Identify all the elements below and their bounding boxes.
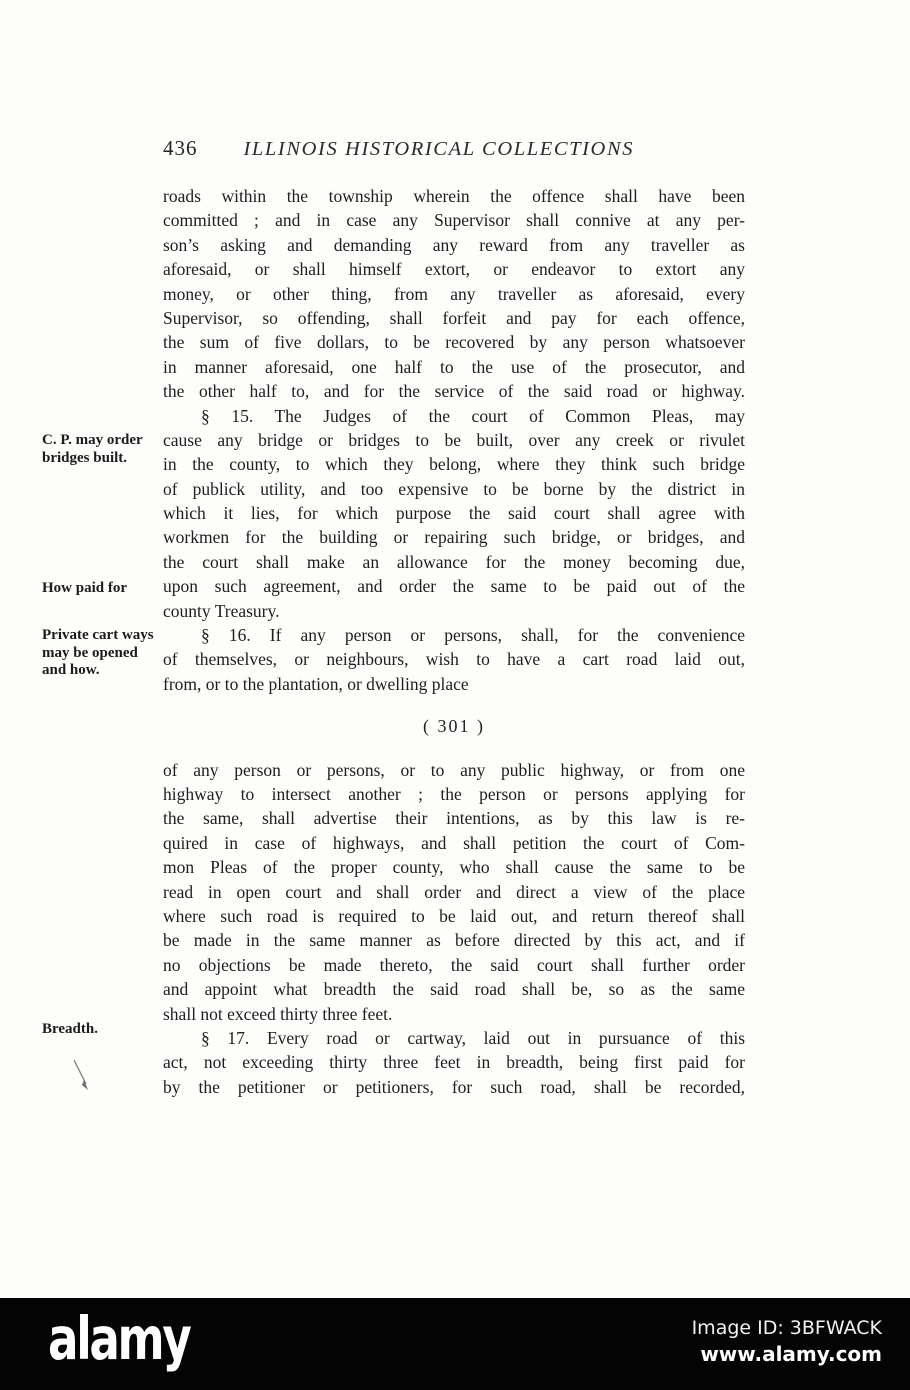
alamy-watermark-bar [0,1298,910,1390]
image-id-label: Image ID: 3BFWACK [691,1317,882,1339]
margin-note-how-paid: How paid for [42,580,128,596]
margin-note-breadth: Breadth. [42,1021,98,1037]
text-line: upon such agreement, and order the same to be paid out of the [163,576,745,597]
text-line: the court shall make an allowance for the money becoming due, [163,551,745,572]
text-line-section-15: § 15. The Judges of the court of Common Pleas, may [201,405,745,426]
text-line: in the county, to which they belong, where they think such bridge [163,454,745,475]
running-title: ILLINOIS HISTORICAL COLLECTIONS [243,138,635,160]
alamy-logo: alamy [48,1304,190,1374]
text-line: son’s asking and demanding any reward from any traveller as [163,234,745,255]
text-line: where such road is required to be laid out, and return thereof shall [163,905,745,926]
alamy-url: www.alamy.com [700,1342,882,1366]
text-line: by the petitioner or petitioners, for such road, shall be recorded, [163,1076,745,1097]
text-line: the same, shall advertise their intentions, as by this law is re- [163,808,745,829]
text-line: Supervisor, so offending, shall forfeit and pay for each offence, [163,307,745,328]
text-line: money, or other thing, from any traveller as aforesaid, every [163,283,745,304]
text-line: the sum of five dollars, to be recovered by any person whatsoever [163,332,745,353]
text-line: roads within the township wherein the offence shall have been [163,186,745,206]
margin-note-private-cartways: Private cart ways may be opened and how. [42,627,154,679]
body-text-column [163,184,745,1099]
text-line: aforesaid, or shall himself extort, or endeavor to extort any [163,259,745,280]
text-line: no objections be made thereto, the said court shall further order [163,954,745,975]
text-line: shall not exceed thirty three feet. [163,1003,393,1024]
text-line: of themselves, or neighbours, wish to have a cart road laid out, [163,649,745,670]
text-line: the other half to, and for the service of the said road or highway. [163,381,745,402]
text-line: highway to intersect another ; the person or persons applying for [163,783,745,804]
text-line: committed ; and in case any Supervisor shall connive at any per- [163,210,745,231]
original-page-number: ( 301 ) [423,716,485,737]
page-header [163,136,763,161]
text-line: in manner aforesaid, one half to the use of the prosecutor, and [163,356,745,377]
text-line: workmen for the building or repairing such bridge, or bridges, and [163,527,745,548]
text-line: act, not exceeding thirty three feet in breadth, being first paid for [163,1052,745,1073]
text-line: of any person or persons, or to any public highway, or from one [163,759,745,780]
text-line: which it lies, for which purpose the said court shall agree with [163,503,745,524]
footer-meta [692,1316,882,1368]
text-line: be made in the same manner as before directed by this act, and if [163,930,745,951]
margin-note-bridges: C. P. may order bridges built. [42,432,143,466]
text-line-section-17: § 17. Every road or cartway, laid out in pursuance of this [201,1027,745,1048]
text-line: cause any bridge or bridges to be built, over any creek or rivulet [163,429,745,450]
text-line: read in open court and shall order and direct a view of the place [163,881,745,902]
text-line: from, or to the plantation, or dwelling place [163,673,469,694]
text-line-section-16: § 16. If any person or persons, shall, for the convenience [201,625,745,646]
text-line: and appoint what breadth the said road shall be, so as the same [163,979,745,1000]
text-line: quired in case of highways, and shall petition the court of Com- [163,832,745,853]
text-line: county Treasury. [163,600,280,621]
pen-mark [66,1052,106,1102]
text-line: of publick utility, and too expensive to be borne by the district in [163,478,745,499]
page-number: 436 [163,136,198,160]
text-line: mon Pleas of the proper county, who shall cause the same to be [163,857,745,878]
